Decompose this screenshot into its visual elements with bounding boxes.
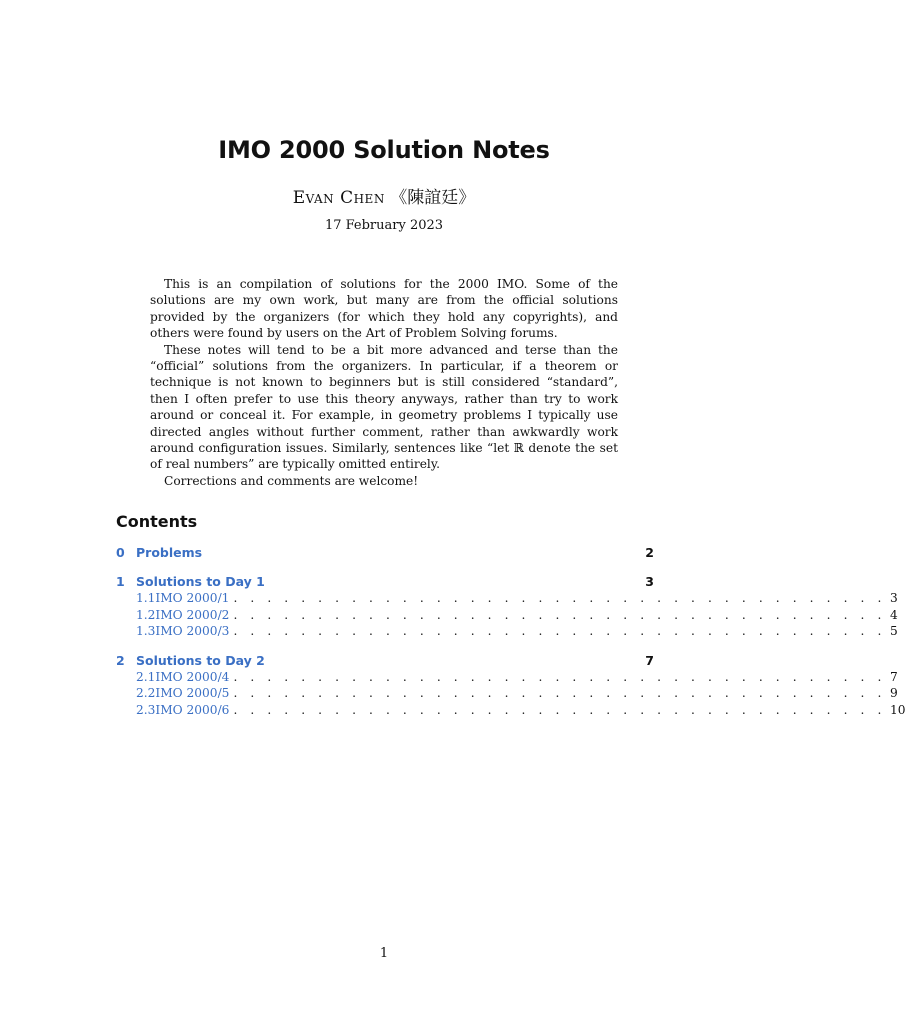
toc-subsection-2-3[interactable] <box>116 702 905 719</box>
toc-section-link[interactable]: Solutions to Day 1 <box>136 574 265 589</box>
abstract-paragraph: Corrections and comments are welcome! <box>164 473 419 488</box>
author-name: Evan Chen <box>292 188 385 208</box>
toc-subsection-2-1[interactable] <box>116 669 898 686</box>
toc-subsection-link[interactable]: IMO 2000/6 <box>155 702 230 717</box>
toc-subsection-number: 2.3 <box>136 702 156 717</box>
toc-section-1[interactable] <box>116 574 654 590</box>
toc-subsection-link[interactable]: IMO 2000/1 <box>155 591 230 605</box>
toc-section-number: 0 <box>116 545 125 560</box>
toc-page-number: 4 <box>889 607 898 622</box>
contents-heading: Contents <box>116 512 198 531</box>
toc-page-number: 10 <box>889 702 905 717</box>
author-line <box>0 183 768 208</box>
toc-page-number: 9 <box>889 686 898 700</box>
document-date: 17 February 2023 <box>324 218 444 233</box>
toc-leader-dots: . . . . . . . . . . . . . . . . . . . . . . . . . . . . . . . . . . . . . . . <box>233 686 886 700</box>
toc-subsection-2-2[interactable] <box>116 685 898 702</box>
toc-section-link[interactable]: Problems <box>136 545 203 560</box>
toc-subsection-number: 1.1 <box>136 591 156 605</box>
toc-section-0[interactable] <box>116 545 654 561</box>
table-of-contents <box>116 545 905 718</box>
toc-subsection-1-1[interactable] <box>116 590 898 607</box>
toc-subsection-number: 1.3 <box>136 624 156 638</box>
toc-leader-dots: . . . . . . . . . . . . . . . . . . . . . . . . . . . . . . . . . . . . . . . <box>233 591 886 605</box>
toc-page-number: 7 <box>889 669 898 684</box>
abstract <box>150 276 618 489</box>
toc-subsection-link[interactable]: IMO 2000/4 <box>155 669 230 684</box>
toc-subsection-number: 2.1 <box>136 669 156 684</box>
abstract-paragraph: These notes will tend to be a bit more advanced and terse than the “official” solutions from the organizers. In particular, if a theorem or technique is not known to beginners but is still considered “standard”, then I often prefer to use this theory anyways, rather than try to work around or conceal it. For example, in geometry problems I typically use directed angles without further comment, rather than awkwardly work around configuration issues. Similarly, sentences like “let ℝ denote the set of real numbers” are typically omitted entirely. <box>150 342 618 472</box>
page-number: 1 <box>379 946 389 961</box>
toc-subsection-1-2[interactable] <box>116 607 898 624</box>
toc-leader-dots: . . . . . . . . . . . . . . . . . . . . . . . . . . . . . . . . . . . . . . . <box>233 624 886 638</box>
toc-page-number: 7 <box>645 652 654 668</box>
author-chinese-name: 《陳誼廷》 <box>390 188 476 208</box>
toc-section-number: 2 <box>116 652 125 668</box>
toc-section-link[interactable]: Solutions to Day 2 <box>136 652 265 668</box>
toc-subsection-number: 2.2 <box>136 686 156 700</box>
toc-subsection-number: 1.2 <box>136 607 156 622</box>
abstract-paragraph: This is an compilation of solutions for the 2000 IMO. Some of the solutions are my own work, but many are from the official solutions provided by the organizers (for which they hold any copyrights), and others were found by users on the Art of Problem Solving forums. <box>150 277 618 341</box>
toc-section-number: 1 <box>116 574 125 589</box>
document-title: IMO 2000 Solution Notes <box>218 136 550 164</box>
toc-subsection-link[interactable]: IMO 2000/3 <box>155 624 230 638</box>
toc-leader-dots: . . . . . . . . . . . . . . . . . . . . . . . . . . . . . . . . . . . . . . . <box>233 669 886 684</box>
toc-subsection-link[interactable]: IMO 2000/2 <box>155 607 230 622</box>
toc-page-number: 2 <box>645 545 654 560</box>
toc-page-number: 3 <box>645 574 654 589</box>
toc-subsection-link[interactable]: IMO 2000/5 <box>155 686 230 700</box>
toc-section-2[interactable] <box>116 653 654 669</box>
toc-subsection-1-3[interactable] <box>116 623 898 640</box>
toc-leader-dots: . . . . . . . . . . . . . . . . . . . . . . . . . . . . . . . . . . . . . . . <box>233 607 886 622</box>
toc-page-number: 3 <box>889 591 898 605</box>
toc-page-number: 5 <box>889 624 898 638</box>
toc-leader-dots: . . . . . . . . . . . . . . . . . . . . . . . . . . . . . . . . . . . . . . . <box>233 702 886 717</box>
